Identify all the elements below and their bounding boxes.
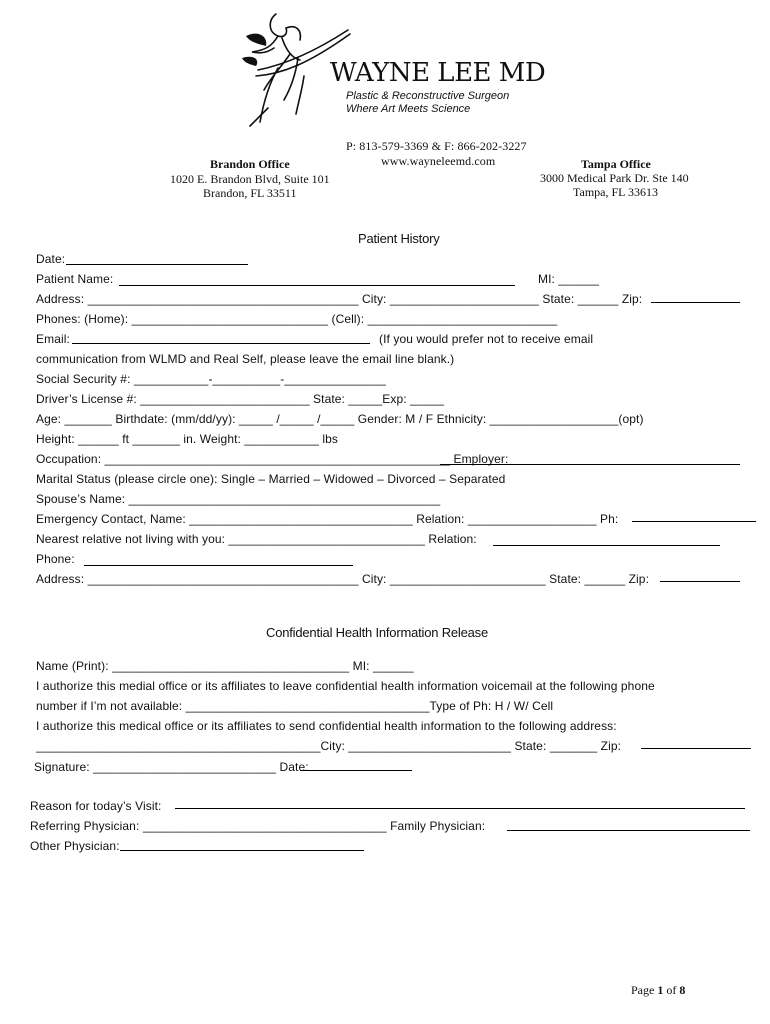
phones-row[interactable]: Phones: (Home): _____________________________ (Cell): ____________________________: [36, 312, 558, 326]
phone-label: Phone:: [36, 552, 75, 566]
release-name-row[interactable]: Name (Print): ___________________________________ MI: ______: [36, 659, 414, 673]
email-label: Email:: [36, 332, 70, 346]
referring-physician-row[interactable]: Referring Physician: ____________________________________ Family Physician:: [30, 819, 486, 833]
height-weight-row[interactable]: Height: ______ ft _______ in. Weight: ___________ lbs: [36, 432, 338, 446]
brand-name: WAYNE LEE MD: [330, 58, 546, 88]
relation-field[interactable]: [493, 545, 720, 546]
other-physician-label: Other Physician:: [30, 839, 120, 853]
brandon-office-address: 1020 E. Brandon Blvd, Suite 101: [170, 172, 330, 186]
zip-field[interactable]: [651, 302, 740, 303]
patient-name-label: Patient Name:: [36, 272, 114, 286]
brandon-office-city: Brandon, FL 33511: [203, 186, 297, 200]
phone-fax: P: 813-579-3369 & F: 866-202-3227: [346, 139, 527, 153]
patient-name-field[interactable]: [119, 285, 515, 286]
date-label: Date:: [36, 252, 66, 266]
website: www.wayneleemd.com: [381, 154, 496, 168]
age-birthdate-row[interactable]: Age: _______ Birthdate: (mm/dd/yy): _____ /_____ /_____ Gender: M / F Ethnicity: ___________________(opt): [36, 412, 644, 426]
email-field[interactable]: [72, 343, 370, 344]
mail-authorization: I authorize this medical office or its affiliates to send confidential health information to the following address:: [36, 719, 617, 733]
signature-row[interactable]: Signature: ___________________________ Date:: [34, 760, 309, 774]
tampa-office-address: 3000 Medical Park Dr. Ste 140: [540, 171, 689, 185]
page-number: Page 1 of 8: [631, 983, 686, 997]
ssn-row[interactable]: Social Security #: ___________-__________-_______________: [36, 372, 386, 386]
tagline-motto: Where Art Meets Science: [346, 103, 471, 115]
other-physician-field[interactable]: [120, 850, 364, 851]
reason-for-visit-label: Reason for today’s Visit:: [30, 799, 162, 813]
emergency-phone-field[interactable]: [632, 521, 756, 522]
brandon-office-title: Brandon Office: [210, 157, 290, 171]
spouse-name-row[interactable]: Spouse’s Name: ______________________________________________: [36, 492, 441, 506]
employer-field[interactable]: [440, 464, 740, 465]
mail-address-row[interactable]: __________________________________________City: ________________________ State: _______ Zip:: [36, 739, 622, 753]
email-note-continued: communication from WLMD and Real Self, please leave the email line blank.): [36, 352, 455, 366]
tampa-office-city: Tampa, FL 33613: [573, 185, 659, 199]
mail-zip-field[interactable]: [641, 748, 751, 749]
phone-field[interactable]: [84, 565, 353, 566]
occupation-row[interactable]: Occupation: ___________________________________________________ Employer:: [36, 452, 509, 466]
email-note: (If you would prefer not to receive email: [379, 332, 594, 346]
marital-status-row[interactable]: Marital Status (please circle one): Single – Married – Widowed – Divorced – Separated: [36, 472, 506, 486]
relative-address-row[interactable]: Address: ________________________________________ City: _______________________ State: ______ Zip:: [36, 572, 650, 586]
date-field[interactable]: [66, 264, 248, 265]
voicemail-authorization: I authorize this medial office or its affiliates to leave confidential health information voicemail at the following phone: [36, 679, 655, 693]
patient-history-title: Patient History: [358, 231, 440, 246]
voicemail-phone-row[interactable]: number if I’m not available: ____________________________________Type of Ph: H / W/ Cell: [36, 699, 554, 713]
address-row[interactable]: Address: ________________________________________ City: ______________________ State: ______ Zip:: [36, 292, 643, 306]
tagline-specialty: Plastic & Reconstructive Surgeon: [346, 90, 510, 102]
nearest-relative-row[interactable]: Nearest relative not living with you: _____________________________ Relation:: [36, 532, 477, 546]
emergency-contact-row[interactable]: Emergency Contact, Name: _________________________________ Relation: ___________________ Ph:: [36, 512, 619, 526]
drivers-license-row[interactable]: Driver’s License #: _________________________ State: _____Exp: _____: [36, 392, 445, 406]
tampa-office-title: Tampa Office: [581, 157, 651, 171]
signature-date-field[interactable]: [300, 770, 412, 771]
mi-field[interactable]: MI: ______: [538, 272, 600, 286]
release-title: Confidential Health Information Release: [266, 625, 488, 640]
reason-for-visit-field[interactable]: [175, 808, 745, 809]
family-physician-field[interactable]: [507, 830, 750, 831]
relative-zip-field[interactable]: [660, 581, 740, 582]
